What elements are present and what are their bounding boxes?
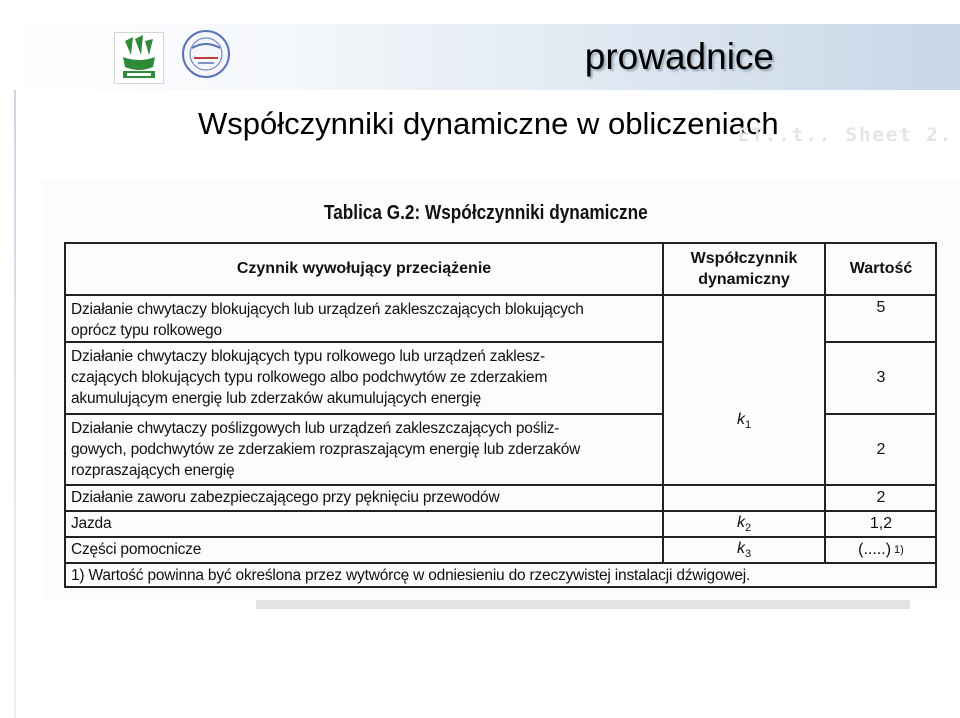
value-cell: 3 <box>876 369 886 386</box>
logo-green-crest-icon <box>114 32 164 84</box>
coefficient-k1: $k_1$ <box>736 410 752 432</box>
header-factor: Czynnik wywołujący przeciążenie <box>236 260 492 277</box>
left-decorative-rule <box>14 90 16 718</box>
background-ghost-text: ET..t.. Sheet 2. <box>738 124 954 146</box>
table-footnote: 1) Wartość powinna być określona przez wytwórcę w odniesieniu do rzeczywistej instalacji dźwigowej. <box>71 567 751 584</box>
coefficient-k3: $k_3$ <box>736 539 752 561</box>
header-value: Wartość <box>849 260 913 277</box>
table-row: Części pomocnicze <box>71 541 202 558</box>
value-cell: 2 <box>876 440 886 458</box>
logo-round-seal-icon <box>176 28 242 80</box>
header-coefficient: Współczynnik dynamiczny <box>690 250 798 288</box>
brand-name: prowadnice <box>584 36 774 77</box>
table-row: Działanie chwytaczy blokujących typu rolkowego lub urządzeń zaklesz- czających blokujących typu rolkowego albo podchwytów ze zderzakiem akumulującym energię lub zderzaków akumulujących energię <box>71 348 548 407</box>
scan-footer-shadow <box>256 600 910 609</box>
value-cell: 5 <box>876 299 886 316</box>
value-cell: 1,2 <box>869 515 893 532</box>
coefficient-k2: $k_2$ <box>736 513 752 535</box>
table-row: Jazda <box>71 515 112 532</box>
table-row: Działanie zaworu zabezpieczającego przy pęknięciu przewodów <box>71 489 500 506</box>
value-cell: (.....) 1) <box>858 541 904 558</box>
table-caption: Tablica G.2: Współczynniki dynamiczne <box>324 202 648 224</box>
table-row: Działanie chwytaczy blokujących lub urządzeń zakleszczających blokujących oprócz typu rolkowego <box>71 301 584 339</box>
table-row: Działanie chwytaczy poślizgowych lub urządzeń zakleszczających pośliz- gowych, podchwytów ze zderzakiem rozpraszającym energię lub zderzaków rozpraszających energię <box>71 420 581 479</box>
coefficients-table <box>64 242 937 588</box>
scanned-table-image <box>42 180 960 600</box>
value-cell: 2 <box>876 489 886 506</box>
slide-title: Współczynniki dynamiczne w obliczeniach <box>198 106 779 141</box>
